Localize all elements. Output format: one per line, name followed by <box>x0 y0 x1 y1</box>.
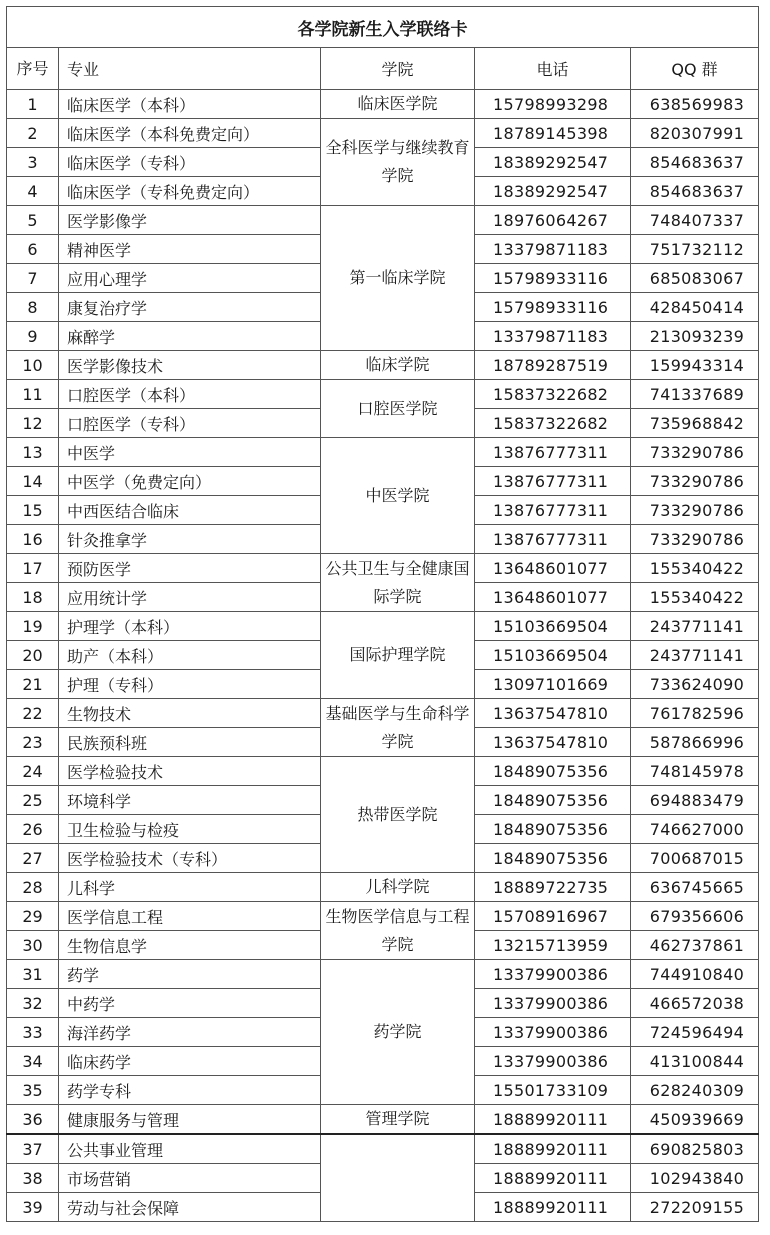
row-phone: 13876777311 <box>475 467 631 496</box>
row-major: 临床医学（专科免费定向） <box>59 177 321 206</box>
row-qq: 746627000 <box>631 815 759 844</box>
row-seq: 13 <box>7 438 59 467</box>
row-phone: 13215713959 <box>475 931 631 960</box>
row-qq: 636745665 <box>631 873 759 902</box>
row-qq: 628240309 <box>631 1076 759 1105</box>
row-qq: 679356606 <box>631 902 759 931</box>
row-phone: 13648601077 <box>475 583 631 612</box>
row-qq: 450939669 <box>631 1105 759 1135</box>
row-qq: 413100844 <box>631 1047 759 1076</box>
row-major: 海洋药学 <box>59 1018 321 1047</box>
row-phone: 13379871183 <box>475 235 631 264</box>
row-college: 口腔医学院 <box>321 380 475 438</box>
row-seq: 23 <box>7 728 59 757</box>
row-qq: 744910840 <box>631 960 759 989</box>
row-phone: 18489075356 <box>475 786 631 815</box>
row-major: 健康服务与管理 <box>59 1105 321 1135</box>
row-phone: 13379900386 <box>475 960 631 989</box>
header-college: 学院 <box>321 48 475 90</box>
row-phone: 13637547810 <box>475 728 631 757</box>
row-seq: 17 <box>7 554 59 583</box>
row-qq: 735968842 <box>631 409 759 438</box>
row-qq: 741337689 <box>631 380 759 409</box>
row-major: 市场营销 <box>59 1164 321 1193</box>
row-qq: 733290786 <box>631 525 759 554</box>
row-major: 助产（本科） <box>59 641 321 670</box>
row-seq: 11 <box>7 380 59 409</box>
row-seq: 37 <box>7 1134 59 1164</box>
row-phone: 18889920111 <box>475 1164 631 1193</box>
row-major: 护理（专科） <box>59 670 321 699</box>
row-seq: 18 <box>7 583 59 612</box>
row-phone: 13097101669 <box>475 670 631 699</box>
row-major: 卫生检验与检疫 <box>59 815 321 844</box>
header-major: 专业 <box>59 48 321 90</box>
row-seq: 5 <box>7 206 59 235</box>
row-seq: 15 <box>7 496 59 525</box>
row-qq: 685083067 <box>631 264 759 293</box>
row-major: 医学信息工程 <box>59 902 321 931</box>
row-major: 公共事业管理 <box>59 1134 321 1164</box>
table-row <box>7 554 759 583</box>
row-major: 临床医学（专科） <box>59 148 321 177</box>
row-qq: 751732112 <box>631 235 759 264</box>
table-row <box>7 206 759 235</box>
row-qq: 243771141 <box>631 612 759 641</box>
row-phone: 18489075356 <box>475 844 631 873</box>
row-seq: 10 <box>7 351 59 380</box>
row-seq: 25 <box>7 786 59 815</box>
row-seq: 19 <box>7 612 59 641</box>
row-phone: 18889722735 <box>475 873 631 902</box>
row-phone: 13637547810 <box>475 699 631 728</box>
row-seq: 22 <box>7 699 59 728</box>
row-seq: 32 <box>7 989 59 1018</box>
row-qq: 462737861 <box>631 931 759 960</box>
row-qq: 820307991 <box>631 119 759 148</box>
row-phone: 18389292547 <box>475 148 631 177</box>
row-phone: 15798933116 <box>475 264 631 293</box>
row-college: 生物医学信息与工程学院 <box>321 902 475 960</box>
row-seq: 31 <box>7 960 59 989</box>
row-seq: 6 <box>7 235 59 264</box>
row-major: 劳动与社会保障 <box>59 1193 321 1222</box>
row-qq: 102943840 <box>631 1164 759 1193</box>
row-major: 生物信息学 <box>59 931 321 960</box>
row-seq: 38 <box>7 1164 59 1193</box>
row-major: 中西医结合临床 <box>59 496 321 525</box>
row-qq: 733290786 <box>631 467 759 496</box>
row-college: 药学院 <box>321 960 475 1105</box>
table-body <box>7 90 759 1222</box>
row-phone: 15837322682 <box>475 409 631 438</box>
row-qq: 155340422 <box>631 554 759 583</box>
table-title: 各学院新生入学联络卡 <box>7 7 759 48</box>
table-row <box>7 873 759 902</box>
row-qq: 733290786 <box>631 438 759 467</box>
row-seq: 33 <box>7 1018 59 1047</box>
row-seq: 30 <box>7 931 59 960</box>
row-phone: 18976064267 <box>475 206 631 235</box>
row-major: 中药学 <box>59 989 321 1018</box>
row-seq: 1 <box>7 90 59 119</box>
row-phone: 15837322682 <box>475 380 631 409</box>
row-major: 医学影像技术 <box>59 351 321 380</box>
row-major: 环境科学 <box>59 786 321 815</box>
row-phone: 18489075356 <box>475 815 631 844</box>
row-major: 康复治疗学 <box>59 293 321 322</box>
row-phone: 13876777311 <box>475 525 631 554</box>
row-seq: 29 <box>7 902 59 931</box>
row-seq: 16 <box>7 525 59 554</box>
row-seq: 2 <box>7 119 59 148</box>
row-college: 热带医学院 <box>321 757 475 873</box>
row-phone: 13876777311 <box>475 438 631 467</box>
row-seq: 14 <box>7 467 59 496</box>
table-row <box>7 757 759 786</box>
row-seq: 12 <box>7 409 59 438</box>
row-qq: 854683637 <box>631 148 759 177</box>
row-major: 临床药学 <box>59 1047 321 1076</box>
row-major: 医学检验技术 <box>59 757 321 786</box>
row-major: 中医学 <box>59 438 321 467</box>
row-phone: 13648601077 <box>475 554 631 583</box>
row-qq: 466572038 <box>631 989 759 1018</box>
row-phone: 15708916967 <box>475 902 631 931</box>
row-major: 药学 <box>59 960 321 989</box>
row-qq: 155340422 <box>631 583 759 612</box>
row-phone: 15501733109 <box>475 1076 631 1105</box>
row-phone: 15103669504 <box>475 641 631 670</box>
row-major: 应用心理学 <box>59 264 321 293</box>
row-seq: 20 <box>7 641 59 670</box>
row-major: 生物技术 <box>59 699 321 728</box>
row-seq: 3 <box>7 148 59 177</box>
row-college: 第一临床学院 <box>321 206 475 351</box>
row-major: 应用统计学 <box>59 583 321 612</box>
row-major: 儿科学 <box>59 873 321 902</box>
table-row <box>7 699 759 728</box>
row-major: 麻醉学 <box>59 322 321 351</box>
row-college: 国际护理学院 <box>321 612 475 699</box>
row-qq: 761782596 <box>631 699 759 728</box>
row-major: 医学影像学 <box>59 206 321 235</box>
row-seq: 36 <box>7 1105 59 1135</box>
row-qq: 213093239 <box>631 322 759 351</box>
row-qq: 587866996 <box>631 728 759 757</box>
row-major: 药学专科 <box>59 1076 321 1105</box>
header-seq: 序号 <box>7 48 59 90</box>
row-college: 儿科学院 <box>321 873 475 902</box>
row-seq: 34 <box>7 1047 59 1076</box>
row-major: 民族预科班 <box>59 728 321 757</box>
row-seq: 27 <box>7 844 59 873</box>
row-major: 护理学（本科） <box>59 612 321 641</box>
table-row <box>7 1134 759 1164</box>
row-major: 精神医学 <box>59 235 321 264</box>
table-row <box>7 960 759 989</box>
row-major: 临床医学（本科免费定向） <box>59 119 321 148</box>
row-phone: 18889920111 <box>475 1193 631 1222</box>
table-row <box>7 1105 759 1135</box>
row-seq: 28 <box>7 873 59 902</box>
row-seq: 24 <box>7 757 59 786</box>
row-qq: 243771141 <box>631 641 759 670</box>
row-seq: 7 <box>7 264 59 293</box>
row-qq: 700687015 <box>631 844 759 873</box>
row-college: 全科医学与继续教育学院 <box>321 119 475 206</box>
table-row <box>7 119 759 148</box>
row-major: 口腔医学（本科） <box>59 380 321 409</box>
row-college: 中医学院 <box>321 438 475 554</box>
row-qq: 854683637 <box>631 177 759 206</box>
table-row <box>7 351 759 380</box>
contact-card <box>6 6 758 1222</box>
row-qq: 733290786 <box>631 496 759 525</box>
row-phone: 13876777311 <box>475 496 631 525</box>
row-major: 预防医学 <box>59 554 321 583</box>
table-row <box>7 902 759 931</box>
row-qq: 428450414 <box>631 293 759 322</box>
row-seq: 21 <box>7 670 59 699</box>
row-seq: 4 <box>7 177 59 206</box>
table-row <box>7 438 759 467</box>
row-major: 临床医学（本科） <box>59 90 321 119</box>
row-qq: 748407337 <box>631 206 759 235</box>
header-qq: QQ 群 <box>631 48 759 90</box>
table-row <box>7 380 759 409</box>
row-phone: 15798993298 <box>475 90 631 119</box>
row-college: 基础医学与生命科学学院 <box>321 699 475 757</box>
header-phone: 电话 <box>475 48 631 90</box>
row-qq: 724596494 <box>631 1018 759 1047</box>
row-qq: 694883479 <box>631 786 759 815</box>
row-phone: 18789145398 <box>475 119 631 148</box>
row-seq: 26 <box>7 815 59 844</box>
row-major: 医学检验技术（专科） <box>59 844 321 873</box>
row-college: 公共卫生与全健康国际学院 <box>321 554 475 612</box>
row-seq: 35 <box>7 1076 59 1105</box>
row-phone: 15798933116 <box>475 293 631 322</box>
row-qq: 638569983 <box>631 90 759 119</box>
row-phone: 18889920111 <box>475 1134 631 1164</box>
row-qq: 733624090 <box>631 670 759 699</box>
row-seq: 8 <box>7 293 59 322</box>
row-phone: 18789287519 <box>475 351 631 380</box>
row-qq: 159943314 <box>631 351 759 380</box>
row-seq: 39 <box>7 1193 59 1222</box>
row-seq: 9 <box>7 322 59 351</box>
row-phone: 15103669504 <box>475 612 631 641</box>
table-row <box>7 612 759 641</box>
row-college <box>321 1134 475 1222</box>
table-row <box>7 90 759 119</box>
contact-table <box>6 6 759 1222</box>
row-qq: 748145978 <box>631 757 759 786</box>
row-major: 口腔医学（专科） <box>59 409 321 438</box>
row-phone: 18889920111 <box>475 1105 631 1135</box>
row-college: 临床学院 <box>321 351 475 380</box>
row-phone: 13379871183 <box>475 322 631 351</box>
row-phone: 18389292547 <box>475 177 631 206</box>
row-major: 中医学（免费定向） <box>59 467 321 496</box>
row-phone: 13379900386 <box>475 1018 631 1047</box>
row-phone: 13379900386 <box>475 1047 631 1076</box>
row-phone: 18489075356 <box>475 757 631 786</box>
row-phone: 13379900386 <box>475 989 631 1018</box>
row-college: 临床医学院 <box>321 90 475 119</box>
row-qq: 690825803 <box>631 1134 759 1164</box>
row-college: 管理学院 <box>321 1105 475 1135</box>
row-qq: 272209155 <box>631 1193 759 1222</box>
row-major: 针灸推拿学 <box>59 525 321 554</box>
